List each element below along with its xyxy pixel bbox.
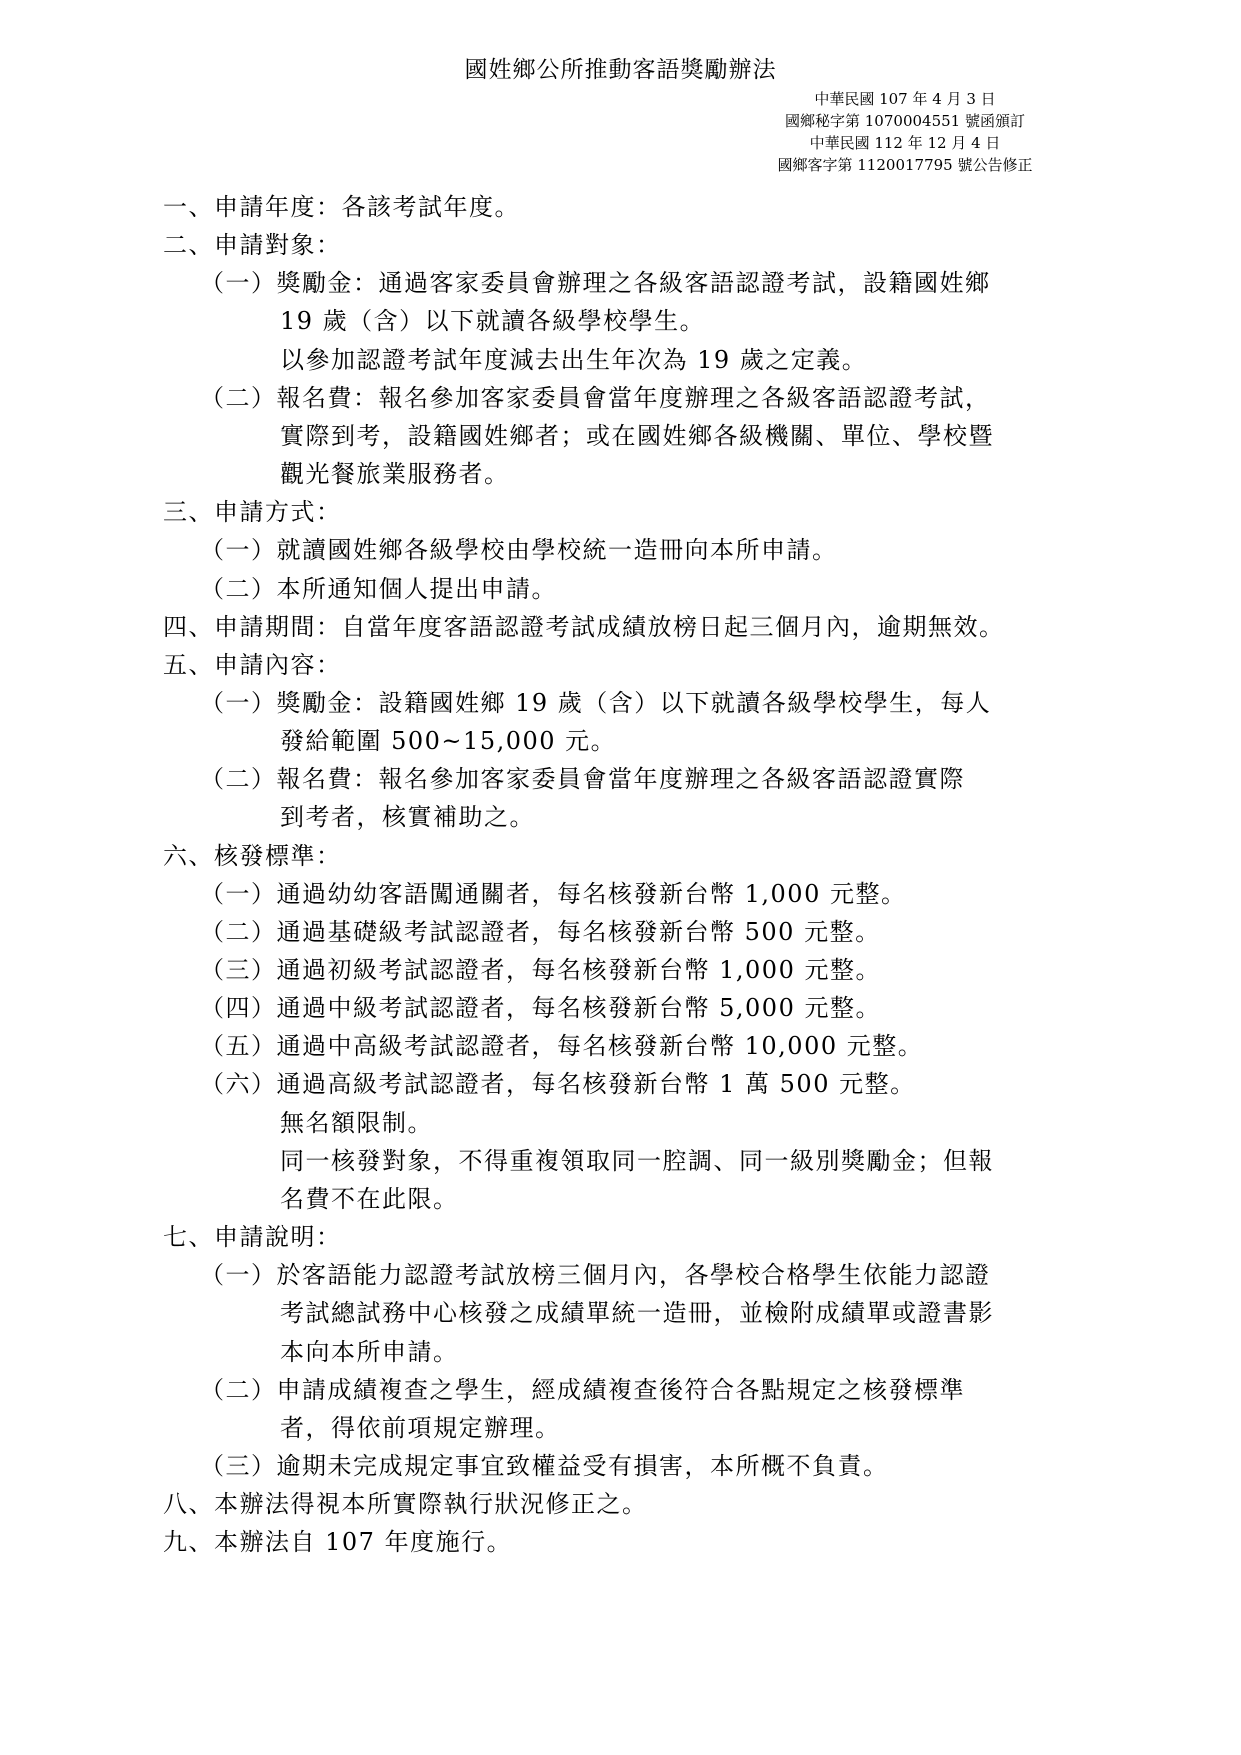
clause-continuation: 考試總試務中心核發之成績單統一造冊，並檢附成績單或證書影 [280,1299,994,1328]
clause-continuation: 實際到考，設籍國姓鄉者；或在國姓鄉各級機關、單位、學校暨 [280,421,994,450]
clause-continuation: 無名額限制。 [280,1108,433,1137]
clause-line: （二）申請成績複查之學生，經成績複查後符合各點規定之核發標準 [200,1375,965,1404]
revision-line: 中華民國 107 年 4 月 3 日 [814,90,996,108]
article-heading: 一、申請年度：各該考試年度。 [163,193,520,221]
clause-line: （五）通過中高級考試認證者，每名核發新台幣 10,000 元整。 [200,1032,924,1061]
clause-line: （一）就讀國姓鄉各級學校由學校統一造冊向本所申請。 [200,536,838,565]
clause-continuation: 觀光餐旅業服務者。 [280,460,510,489]
clause-line: （三）通過初級考試認證者，每名核發新台幣 1,000 元整。 [200,956,881,984]
article-heading: 六、核發標準： [163,841,342,870]
clause-line: （三）逾期未完成規定事宜致權益受有損害，本所概不負責。 [200,1451,889,1480]
clause-line: （一）獎勵金：通過客家委員會辦理之各級客語認證考試，設籍國姓鄉 [200,269,991,298]
clause-continuation: 發給範圍 500~15,000 元。 [280,727,617,756]
clause-continuation: 以參加認證考試年度減去出生年次為 19 歲之定義。 [280,345,868,374]
clause-line: （一）通過幼幼客語闖通關者，每名核發新台幣 1,000 元整。 [200,879,907,908]
clause-line: （六）通過高級考試認證者，每名核發新台幣 1 萬 500 元整。 [200,1070,916,1099]
article-heading: 四、申請期間：自當年度客語認證考試成績放榜日起三個月內，逾期無效。 [163,612,1005,641]
clause-continuation: 者，得依前項規定辦理。 [280,1413,561,1442]
clause-continuation: 到考者，核實補助之。 [280,803,535,832]
article-heading: 二、申請對象： [163,231,342,260]
revision-line: 中華民國 112 年 12 月 4 日 [809,134,1001,152]
article-heading: 五、申請內容： [163,650,342,679]
article-heading: 三、申請方式： [163,498,342,527]
clause-line: （二）報名費：報名參加客家委員會當年度辦理之各級客語認證實際 [200,765,965,794]
revision-line: 國鄉客字第 1120017795 號公告修正 [777,156,1033,174]
clause-line: （四）通過中級考試認證者，每名核發新台幣 5,000 元整。 [200,994,881,1023]
clause-line: （二）通過基礎級考試認證者，每名核發新台幣 500 元整。 [200,917,881,946]
revision-history [740,88,1070,176]
clause-line: （二）本所通知個人提出申請。 [200,574,557,603]
clause-line: （二）報名費：報名參加客家委員會當年度辦理之各級客語認證考試， [200,383,991,412]
clause-line: （一）於客語能力認證考試放榜三個月內，各學校合格學生依能力認證 [200,1261,991,1290]
article-heading: 九、本辦法自 107 年度施行。 [163,1528,513,1557]
clause-line: （一）獎勵金：設籍國姓鄉 19 歲（含）以下就讀各級學校學生，每人 [200,688,992,717]
clause-continuation: 19 歲（含）以下就讀各級學校學生。 [280,307,706,336]
article-heading: 七、申請說明： [163,1223,342,1252]
clause-continuation: 同一核發對象，不得重複領取同一腔調、同一級別獎勵金；但報 [280,1146,994,1175]
document-title: 國姓鄉公所推動客語獎勵辦法 [464,57,777,83]
article-heading: 八、本辦法得視本所實際執行狀況修正之。 [163,1490,648,1519]
revision-line: 國鄉秘字第 1070004551 號函頒訂 [785,112,1025,130]
clause-continuation: 本向本所申請。 [280,1337,459,1366]
clause-continuation: 名費不在此限。 [280,1184,459,1213]
